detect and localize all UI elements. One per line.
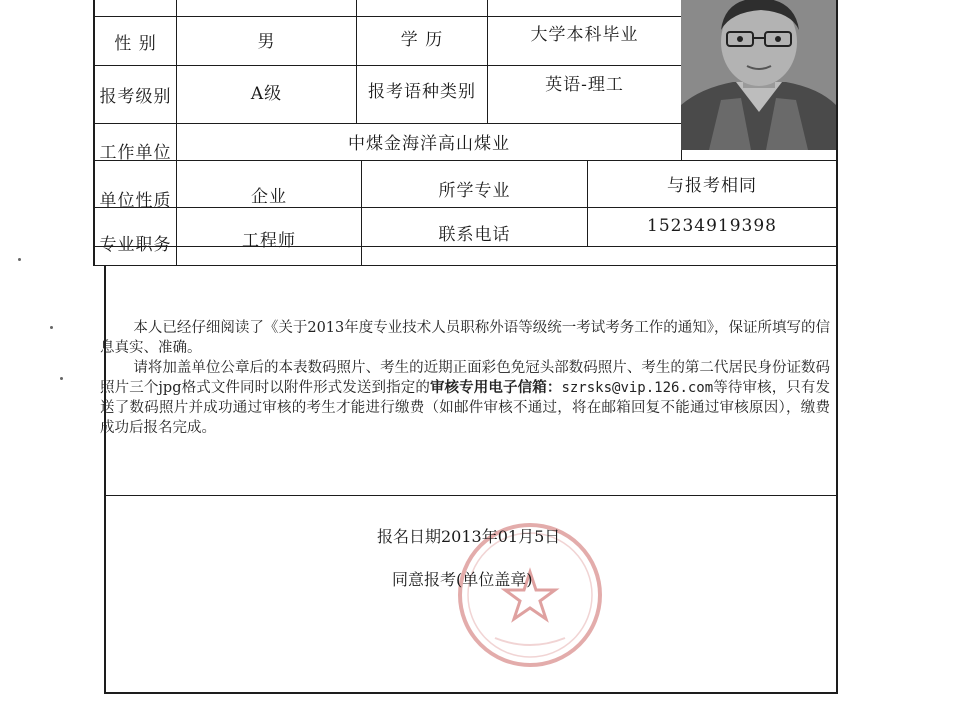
education-label: 学 历 — [400, 29, 444, 50]
approval-line: 同意报考(单位盖章) — [392, 570, 533, 589]
title-label: 专业职务 — [99, 234, 172, 255]
education-value: 大学本科毕业 — [530, 24, 639, 45]
notice-part-1: 请将加盖单位公章后的本表数码照片、考生的近期正面彩色免冠头部数码照片、考生的第二代居民身份证数码照片三个jpg格式文件同时以附件形式发送到指定的 — [100, 360, 830, 396]
unit-type-value: 企业 — [251, 186, 287, 207]
level-label: 报考级别 — [99, 87, 172, 107]
workplace-value: 中煤金海洋高山煤业 — [348, 133, 510, 154]
scan-speck — [60, 377, 63, 380]
divider-line — [104, 495, 838, 496]
language-label: 报考语种类别 — [368, 81, 476, 102]
registration-date: 报名日期2013年01月5日 — [377, 527, 561, 546]
scan-speck — [18, 258, 21, 261]
phone-value: 15234919398 — [647, 216, 777, 236]
gender-value: 男 — [257, 31, 276, 52]
notice-email: szrsks@vip.126.com — [561, 380, 714, 396]
unit-type-label: 单位性质 — [99, 190, 172, 211]
outer-right-border — [836, 0, 838, 694]
phone-label: 联系电话 — [438, 224, 511, 245]
major-label: 所学专业 — [438, 180, 511, 201]
bottom-border — [104, 692, 838, 694]
gender-label: 性 别 — [114, 33, 157, 54]
level-value: A级 — [250, 83, 283, 104]
row-line-7 — [93, 265, 838, 266]
major-value: 与报考相同 — [667, 175, 757, 196]
applicant-photo — [681, 0, 836, 150]
notice-text — [100, 318, 830, 438]
row-line-4 — [93, 160, 838, 161]
portrait-icon — [681, 0, 836, 150]
language-value: 英语-理工 — [545, 74, 624, 95]
scan-speck — [50, 326, 53, 329]
notice-email-label: 审核专用电子信箱： — [429, 379, 562, 396]
notice-part-2: 等待审核，只有发送了数码照片并成功通过审核的考生才能进行缴费（如邮件审核不通过，将在邮箱回复不能通过审核原因），缴费成功后报名完成。 — [100, 380, 831, 436]
title-value: 工程师 — [242, 230, 296, 251]
notice-paragraph-1: 本人已经仔细阅读了《关于2013年度专业技术人员职称外语等级统一考试考务工作的通知》，保证所填写的信息真实、准确。 — [100, 320, 830, 356]
notice-paragraph-2 — [100, 358, 830, 438]
workplace-label: 工作单位 — [99, 142, 172, 163]
